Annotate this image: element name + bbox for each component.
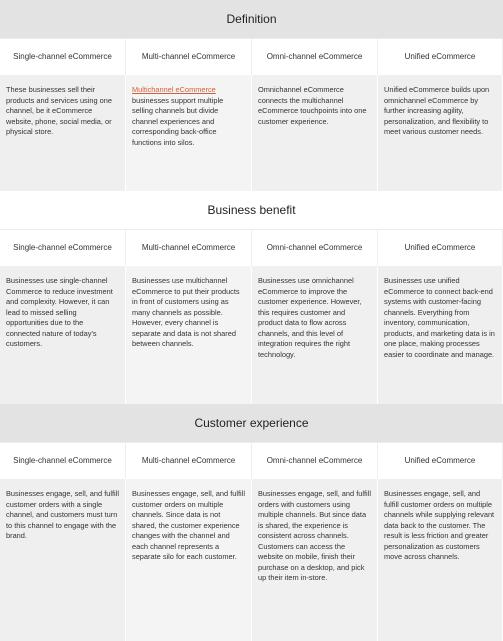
header-multi-channel: Multi-channel eCommerce — [126, 39, 252, 75]
header-omni-channel: Omni-channel eCommerce — [252, 230, 378, 266]
customer-experience-body-row — [0, 479, 503, 641]
section-title-customer-experience: Customer experience — [0, 404, 503, 443]
definition-body-row — [0, 75, 503, 191]
benefit-unified: Businesses use unified eCommerce to connect back-end systems with customer-facing channels. Everything from inventory, communication, products, and marketing data is in one place, making processes easier to coordinate and manage. — [378, 266, 503, 404]
definition-multi-channel — [126, 75, 252, 191]
header-single-channel: Single-channel eCommerce — [0, 39, 126, 75]
customer-experience-header-row — [0, 443, 503, 479]
experience-unified: Businesses engage, sell, and fulfill customer orders on multiple channels while supplying relevant data back to the customer. The result is less friction and greater personalization as customers move across channels. — [378, 479, 503, 641]
business-benefit-header-row — [0, 230, 503, 266]
benefit-single-channel: Businesses use single-channel Commerce to reduce investment and complexity. However, it can lead to missed selling opportunities due to the connected nature of today's customers. — [0, 266, 126, 404]
section-title-definition: Definition — [0, 0, 503, 39]
experience-omni-channel: Businesses engage, sell, and fulfill orders with customers using multiple channels. But since data is shared, the experience is consistent across channels. Customers can access the website on mobile, finish their purchase on a desktop, and pick up their item in-store. — [252, 479, 378, 641]
header-unified: Unified eCommerce — [378, 39, 503, 75]
header-multi-channel: Multi-channel eCommerce — [126, 230, 252, 266]
definition-omni-channel: Omnichannel eCommerce connects the multichannel eCommerce touchpoints into one customer experience. — [252, 75, 378, 191]
header-single-channel: Single-channel eCommerce — [0, 230, 126, 266]
definition-single-channel: These businesses sell their products and services using one channel, be it eCommerce website, phone, social media, or physical store. — [0, 75, 126, 191]
business-benefit-body-row — [0, 266, 503, 404]
header-omni-channel: Omni-channel eCommerce — [252, 443, 378, 479]
section-title-business-benefit: Business benefit — [0, 191, 503, 230]
experience-single-channel: Businesses engage, sell, and fulfill customer orders with a single channel, and customers must turn to this channel to engage with the brand. — [0, 479, 126, 641]
header-unified: Unified eCommerce — [378, 443, 503, 479]
header-omni-channel: Omni-channel eCommerce — [252, 39, 378, 75]
header-single-channel: Single-channel eCommerce — [0, 443, 126, 479]
benefit-omni-channel: Businesses use omnichannel eCommerce to improve the customer experience. However, this requires customer and product data to flow across channels, and this level of integration requires the right technology. — [252, 266, 378, 404]
definition-multi-channel-text: businesses support multiple selling channels but divide channel experiences and corresponding back-office functions into silos. — [132, 95, 224, 147]
multichannel-ecommerce-link[interactable]: Multichannel eCommerce — [132, 85, 216, 94]
definition-header-row — [0, 39, 503, 75]
definition-unified: Unified eCommerce builds upon omnichannel eCommerce by further increasing agility, personalization, and flexibility to meet various customer needs. — [378, 75, 503, 191]
header-unified: Unified eCommerce — [378, 230, 503, 266]
benefit-multi-channel: Businesses use multichannel eCommerce to put their products in front of customers using as many channels as possible. However, every channel is separate and data is not shared between channels. — [126, 266, 252, 404]
header-multi-channel: Multi-channel eCommerce — [126, 443, 252, 479]
experience-multi-channel: Businesses engage, sell, and fulfill customer orders on multiple channels. Since data is not shared, the customer experience changes with the channel and each channel represents a separate silo for each customer. — [126, 479, 252, 641]
